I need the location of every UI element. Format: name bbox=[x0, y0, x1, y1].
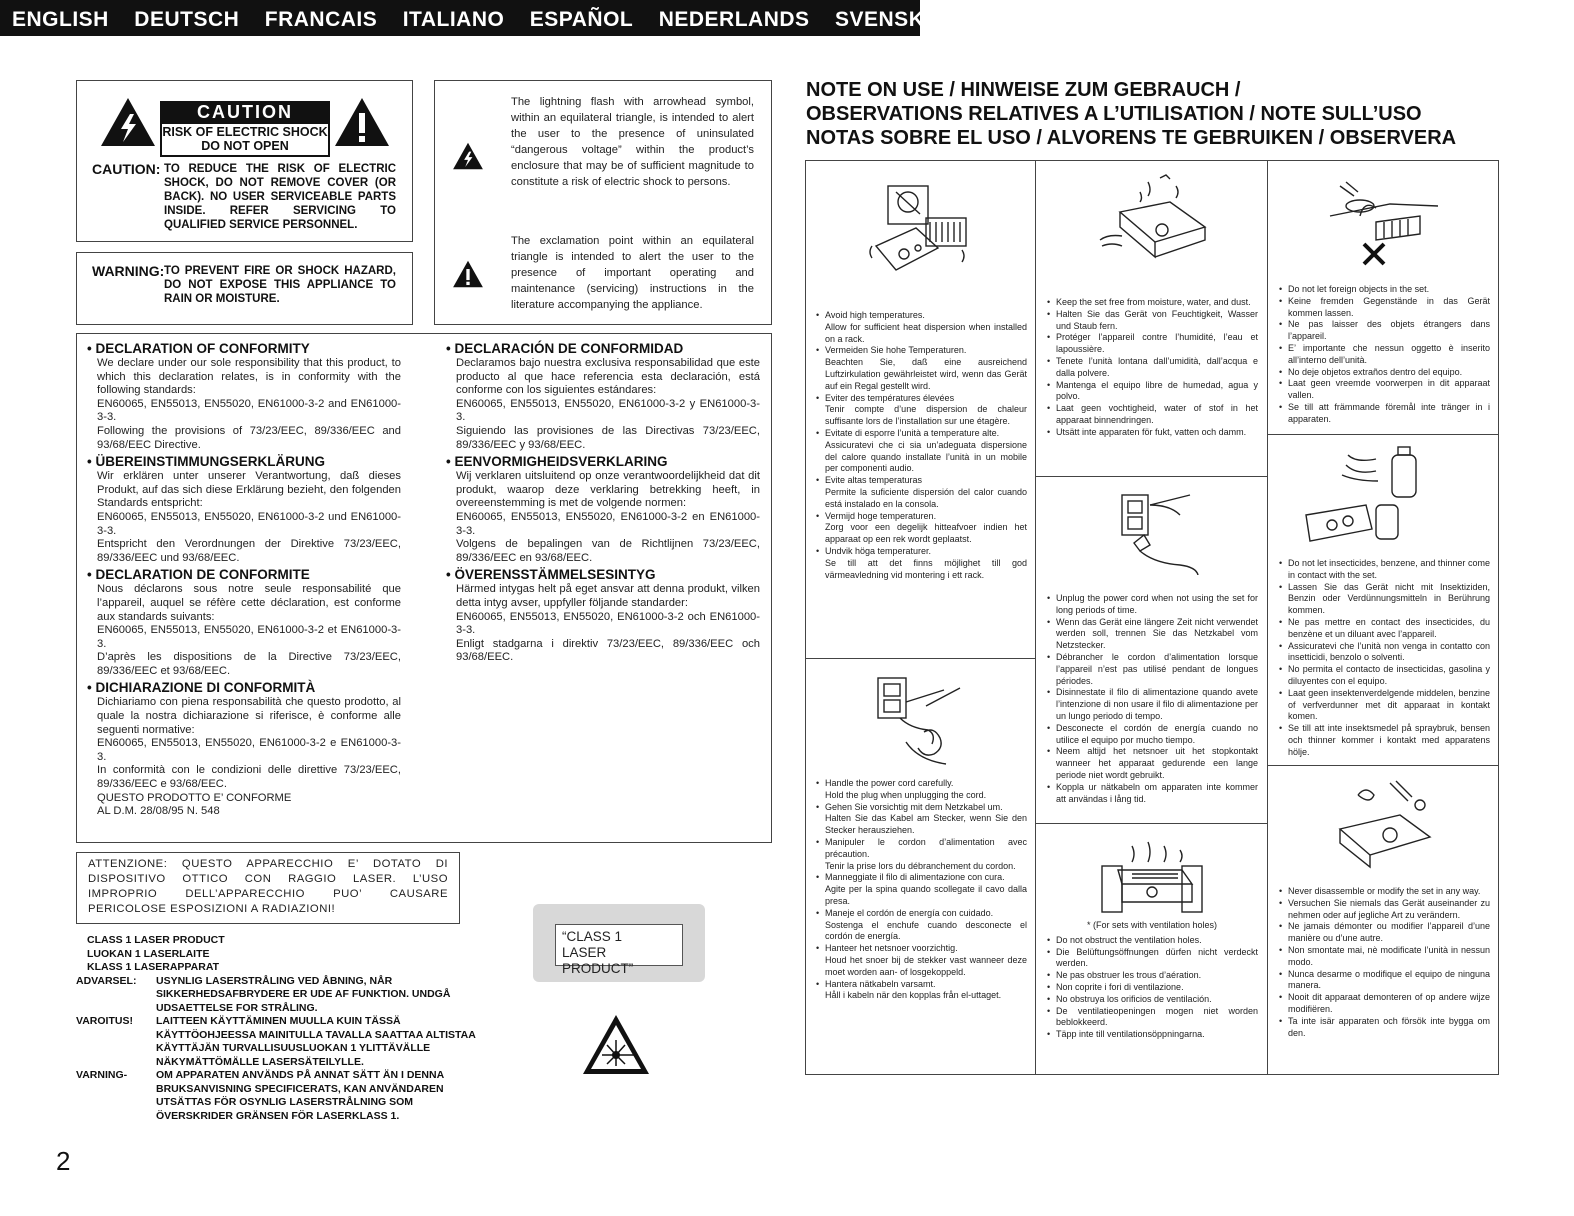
note-item bbox=[1288, 688, 1490, 723]
caution-statement bbox=[92, 162, 396, 232]
note-item bbox=[1288, 886, 1490, 898]
note-item-lead: • Laat geen insektenverdelgende middelen, benzine of verfverdunner met dit apparaat in kontakt komen. bbox=[1288, 687, 1490, 722]
declaration-paragraph: Härmed intygas helt på eget ansvar att denna produkt, vilken detta intyg avser, uppfyller följande standarder: bbox=[456, 583, 760, 609]
note-item-lead: • De ventilatieopeningen mogen niet worden beblokkeerd. bbox=[1056, 1005, 1258, 1028]
warning-statement bbox=[92, 264, 396, 306]
note-item bbox=[825, 943, 1027, 978]
note-item bbox=[825, 428, 1027, 475]
attenzione-text: ATTENZIONE: QUESTO APPARECCHIO E’ DOTATO DI DISPOSITIVO OTTICO CON RAGGIO LASER. L’USO IMPROPRIO DELL’APPARECCHIO PUO’ CAUSARE PERICOLOSE ESPOSIZIONI A RADIAZIONI! bbox=[88, 858, 448, 915]
note-item-detail: Halten Sie das Kabel am Stecker, wenn Sie den Stecker herausziehen. bbox=[825, 813, 1027, 836]
note-item bbox=[825, 979, 1027, 1003]
note-item bbox=[1056, 403, 1258, 427]
note-item-lead: • Ne pas laisser des objets étrangers dans l’appareil. bbox=[1288, 319, 1490, 342]
note-ventilation bbox=[1046, 920, 1258, 1041]
lang-english: ENGLISH bbox=[12, 8, 109, 31]
declarations-left-column bbox=[87, 341, 401, 821]
laser-warning-danish bbox=[76, 975, 476, 1016]
laser-warning-body: OM APPARATEN ANVÄNDS PÅ ANNAT SÄTT ÄN I DENNA BRUKSANVISNING SPECIFICERATS, KAN ANVÄNDAREN UTSÄTTAS FÖR OSYNLIG LASERSTRÅLNING SOM ÖVERSKRIDER GRÄNSEN FÖR LASERKLASS 1. bbox=[156, 1069, 444, 1122]
declaration-paragraph: Following the provisions of 73/23/EEC, 89/336/EEC and 93/68/EEC Directive. bbox=[97, 424, 401, 451]
note-item-lead: • Halten Sie das Gerät von Feuchtigkeit, Wasser und Staub fern. bbox=[1056, 308, 1258, 331]
laser-class-line: KLASS 1 LASERAPPARAT bbox=[87, 961, 220, 973]
language-bar bbox=[0, 0, 941, 36]
declaration-paragraph: EN60065, EN55013, EN55020, EN61000-3-2 et EN61000-3-3. bbox=[97, 624, 401, 650]
moisture-illustration-icon bbox=[1090, 172, 1215, 272]
note-item-lead: • No permita el contacto de insecticidas, gasolina y diluyentes con el equipo. bbox=[1288, 664, 1490, 686]
note-item bbox=[1288, 378, 1490, 402]
note-item-lead: • Täpp inte till ventilationsöppningarna. bbox=[1056, 1029, 1205, 1040]
note-item-lead: • Laat geen vochtigheid, water of stof in het apparaat binnendringen. bbox=[1056, 403, 1258, 425]
class1-line: “CLASS 1 bbox=[562, 929, 623, 944]
note-item-detail: Permite la suficiente dispersión del calor cuando está instalado en la consola. bbox=[825, 486, 1027, 509]
note-item-detail: Allow for sufficient heat dispersion when installed on a rack. bbox=[825, 321, 1027, 344]
note-item-lead: • Keine fremden Gegenstände in das Gerät kommen lassen. bbox=[1288, 295, 1490, 318]
note-item bbox=[1056, 309, 1258, 333]
note-item-lead: • Tenete l’unità lontana dall’umidità, dall’acqua e dalla polvere. bbox=[1056, 355, 1258, 378]
lang-italiano: ITALIANO bbox=[402, 8, 505, 31]
note-item bbox=[1288, 723, 1490, 758]
note-item-lead: • No deje objetos extraños dentro del equipo. bbox=[1288, 366, 1463, 377]
lang-svenska: SVENSKA bbox=[835, 8, 941, 31]
risk-of-shock-text: RISK OF ELECTRIC SHOCK bbox=[162, 125, 328, 139]
declaration-paragraph: EN60065, EN55013, EN55020, EN61000-3-2 en EN61000-3-3. bbox=[456, 510, 760, 537]
declaration-dutch bbox=[446, 454, 760, 565]
note-item bbox=[1288, 319, 1490, 343]
note-item-lead: • Laat geen vreemde voorwerpen in dit apparaat vallen. bbox=[1288, 378, 1490, 401]
note-item bbox=[825, 345, 1027, 392]
caution-lead: CAUTION: bbox=[92, 161, 161, 177]
note-item-lead: • Undvik höga temperaturer. bbox=[825, 545, 932, 556]
note-item-detail: Assicuratevi che ci sia un’adeguata dispersione del calore quando installate l’unità in un mobile per componenti audio. bbox=[825, 439, 1027, 474]
insecticide-illustration-icon bbox=[1296, 445, 1426, 545]
lang-espanol: ESPAÑOL bbox=[529, 8, 634, 31]
note-item-lead: • Non smontate mai, nè modificate l’unità in nessun modo. bbox=[1288, 944, 1490, 967]
note-item-lead: • Assicuratevi che l’unità non venga in contatto con insetticidi, benzolo o solventi. bbox=[1288, 640, 1490, 663]
declaration-paragraph: QUESTO PRODOTTO E’ CONFORME bbox=[97, 791, 292, 804]
declaration-paragraph: Dichiariamo con piena responsabilità che questo prodotto, al quale la nostra dichiarazione si riferisce, è conforme alle seguenti normative: bbox=[97, 696, 401, 736]
note-item bbox=[1056, 593, 1258, 617]
note-item-detail: Tenir la prise lors du débranchement du cordon. bbox=[825, 860, 1016, 871]
declaration-title: • DECLARACIÓN DE CONFORMIDAD bbox=[446, 341, 684, 356]
note-item bbox=[1056, 356, 1258, 380]
note-item bbox=[1056, 1006, 1258, 1030]
declaration-paragraph: Entspricht den Verordnungen der Direktive 73/23/EEC, 89/336/EEC und 93/68/EEC. bbox=[97, 538, 401, 564]
note-item bbox=[825, 802, 1027, 837]
declaration-paragraph: We declare under our sole responsibility that this product, to which this declaration relates, is in conformity with the following standards: bbox=[97, 357, 401, 397]
exclamation-symbol-icon bbox=[452, 259, 484, 289]
note-item-lead: • Never disassemble or modify the set in any way. bbox=[1288, 886, 1481, 896]
note-item-lead: • Evite altas temperaturas bbox=[825, 475, 923, 486]
laser-warning-lead: VAROITUS! bbox=[76, 1015, 133, 1027]
declaration-title: • DICHIARAZIONE DI CONFORMITÀ bbox=[87, 680, 316, 696]
laser-warning-body: USYNLIG LASERSTRÅLING VED ÅBNING, NÅR SIKKERHEDSAFBRYDERE ER UDE AF FUNKTION. UNDGÅ UDSAETTELSE FOR STRÅLING. bbox=[156, 974, 451, 1014]
class1-laser-label bbox=[533, 904, 705, 982]
note-item-lead: • Avoid high temperatures. bbox=[825, 310, 925, 320]
declaration-english bbox=[87, 341, 401, 452]
laser-class-line: CLASS 1 LASER PRODUCT bbox=[87, 934, 225, 946]
laser-warning-body: LAITTEEN KÄYTTÄMINEN MUULLA KUIN TÄSSÄ KÄYTTÖOHJEESSA MAINITULLA TAVALLA SAATTAA ALTISTAA KÄYTTÄJÄN TURVALLISUUSLUOKAN 1 YLITTÄVÄLLE NÄKYMÄTTÖMÄLLE LASERSÄTEILYLLE. bbox=[156, 1015, 476, 1068]
note-item-lead: • Gehen Sie vorsichtig mit dem Netzkabel um. bbox=[825, 801, 1003, 812]
note-item-lead: • Vermijd hoge temperaturen. bbox=[825, 510, 937, 521]
lang-deutsch: DEUTSCH bbox=[134, 8, 240, 31]
note-item bbox=[1056, 746, 1258, 781]
page-number: 2 bbox=[56, 1146, 71, 1176]
note-item-lead: • Evitate di esporre l’unità a temperature alte. bbox=[825, 427, 1000, 438]
class1-line: LASER PRODUCT” bbox=[562, 945, 634, 976]
note-item-lead: • Die Belüftungsöffnungen dürfen nicht verdeckt werden. bbox=[1056, 946, 1258, 969]
note-item bbox=[825, 393, 1027, 428]
ventilation-footnote: * (For sets with ventilation holes) bbox=[1086, 920, 1218, 930]
note-list bbox=[1046, 593, 1258, 805]
note-item-lead: • Manipuler le cordon d’alimentation avec précaution. bbox=[825, 836, 1027, 859]
declarations-right-column bbox=[446, 341, 760, 667]
note-item-lead: • Vermeiden Sie hohe Temperaturen. bbox=[825, 345, 967, 356]
note-item bbox=[1056, 617, 1258, 652]
note-item bbox=[1288, 641, 1490, 665]
note-item bbox=[1288, 367, 1490, 379]
note-item bbox=[1288, 969, 1490, 993]
note-list bbox=[815, 310, 1027, 581]
lightning-explanation: The lightning flash with arrowhead symbol, within an equilateral triangle, is intended to alert the user to the presence of uninsulated “dangerous voltage” within the product’s enclosure that may be of sufficient magnitude to constitute a risk of electric shock to persons. bbox=[511, 96, 754, 188]
note-item bbox=[1056, 652, 1258, 687]
declaration-paragraph: EN60065, EN55013, EN55020, EN61000-3-2 y EN61000-3-3. bbox=[456, 397, 760, 424]
declaration-title: • DECLARATION OF CONFORMITY bbox=[87, 341, 310, 356]
note-item-lead: • Non coprite i fori di ventilazione. bbox=[1056, 981, 1184, 992]
unplug-illustration-icon bbox=[1110, 485, 1200, 575]
note-item-lead: • Koppla ur nätkabeln om apparaten inte kommer att användas i lång tid. bbox=[1056, 781, 1258, 804]
note-list bbox=[1278, 886, 1490, 1039]
caution-label bbox=[160, 101, 330, 157]
note-item-lead: • Do not let foreign objects in the set. bbox=[1288, 284, 1430, 294]
note-item bbox=[825, 546, 1027, 581]
grid-divider bbox=[1267, 160, 1268, 1075]
note-item bbox=[1056, 1029, 1258, 1041]
note-item bbox=[1056, 687, 1258, 722]
note-item-detail: Beachten Sie, daß eine ausreichend Luftzirkulation gewährleistet wird, wenn das Gerät auf ein Regal gestellt wird. bbox=[825, 357, 1027, 391]
note-item bbox=[825, 511, 1027, 546]
note-item bbox=[825, 872, 1027, 907]
note-item bbox=[1056, 994, 1258, 1006]
note-item-lead: • Neem altijd het netsnoer uit het stopkontakt wanneer het apparaat gedurende een lange periode niet wordt gebruikt. bbox=[1056, 746, 1258, 780]
grid-divider bbox=[1035, 160, 1036, 1075]
note-item-detail: Houd het snoer bij de stekker vast wanneer deze moet worden aan- of losgekoppeld. bbox=[825, 954, 1027, 977]
note-item-lead: • Desconecte el cordón de energía cuando no utilice el equipo por mucho tiempo. bbox=[1056, 722, 1258, 745]
caution-title: CAUTION bbox=[160, 101, 330, 124]
note-item bbox=[825, 310, 1027, 345]
note-item-lead: • No obstruya los orificios de ventilación. bbox=[1056, 993, 1212, 1004]
laser-warning-lead: VARNING- bbox=[76, 1069, 128, 1081]
note-item-lead: • Do not let insecticides, benzene, and thinner come in contact with the set. bbox=[1288, 558, 1490, 580]
note-item-lead: • Versuchen Sie niemals das Gerät auseinander zu nehmen oder auf jegliche Art zu verändern. bbox=[1288, 897, 1490, 920]
note-list bbox=[1278, 284, 1490, 426]
note-item-lead: • Protéger l’appareil contre l’humidité, l’eau et lapoussière. bbox=[1056, 332, 1258, 355]
note-insecticides bbox=[1278, 558, 1490, 759]
note-item-detail: Agite per la spina quando scollegate il cavo dalla presa. bbox=[825, 884, 1027, 906]
heat-illustration-icon bbox=[866, 178, 976, 278]
note-item bbox=[825, 837, 1027, 872]
note-item-detail: Se till att det finns möjlighet till god värmeavledning vid montering i ett rack. bbox=[825, 557, 1027, 580]
note-power-cord bbox=[815, 778, 1027, 1002]
note-item-lead: • Unplug the power cord when not using the set for long periods of time. bbox=[1056, 593, 1258, 615]
note-list bbox=[815, 778, 1027, 1002]
note-item-lead: • Manneggiate il filo di alimentazione con cura. bbox=[825, 872, 1005, 883]
note-item-detail: Zorg voor een degelijk hitteafvoer indien het apparaat op een rek wordt geplaatst. bbox=[825, 522, 1027, 545]
declaration-paragraph: EN60065, EN55013, EN55020, EN61000-3-2 och EN61000-3-3. bbox=[456, 610, 760, 637]
note-item-lead: • Maneje el cordón de energía con cuidado. bbox=[825, 907, 994, 918]
note-item bbox=[1288, 402, 1490, 426]
exclamation-warning-icon bbox=[333, 96, 391, 148]
exclamation-explanation: The exclamation point within an equilateral triangle is intended to alert the user to the presence of important operating and maintenance (servicing) instructions in the literature accompanying the appliance. bbox=[511, 235, 754, 311]
class1-label-inner bbox=[555, 924, 683, 976]
declaration-paragraph: In conformità con le condizioni delle direttive 73/23/EEC, 89/336/EEC e 93/68/EEC. bbox=[97, 764, 401, 791]
note-foreign-objects bbox=[1278, 284, 1490, 426]
declaration-spanish bbox=[446, 341, 760, 452]
laser-warning-lead: ADVARSEL: bbox=[76, 974, 137, 987]
note-item-detail: Håll i kabeln när den kopplas från el-uttaget. bbox=[825, 990, 1002, 1001]
note-disassemble bbox=[1278, 886, 1490, 1039]
note-moisture bbox=[1046, 297, 1258, 439]
warning-lead: WARNING: bbox=[92, 263, 165, 279]
grid-divider bbox=[1267, 765, 1499, 766]
foreign-objects-illustration-icon bbox=[1320, 176, 1445, 266]
note-item bbox=[825, 475, 1027, 510]
power-cord-illustration-icon bbox=[866, 672, 966, 767]
note-item bbox=[1056, 297, 1258, 309]
note-item bbox=[1056, 970, 1258, 982]
declaration-german bbox=[87, 454, 401, 565]
grid-divider bbox=[1267, 434, 1499, 435]
note-item-lead: • Se till att främmande föremål inte tränger in i apparaten. bbox=[1288, 401, 1490, 424]
note-item-lead: • Ne pas obstruer les trous d’aération. bbox=[1056, 970, 1202, 981]
note-item-lead: • E’ importante che nessun oggetto è inserito all’interno dell’unità. bbox=[1288, 342, 1490, 365]
note-item bbox=[825, 908, 1027, 943]
declaration-paragraph: Declaramos bajo nuestra exclusiva responsabilidad que este producto al que hace referencia esta declaración, está conforme con los siguientes estándares: bbox=[456, 357, 760, 397]
note-item-lead: • Do not obstruct the ventilation holes. bbox=[1056, 934, 1202, 945]
note-item-lead: • Disinnestate il filo di alimentazione quando avete l’intenzione di non usare il filo di alimentazione per un lungo periodo di tempo. bbox=[1056, 687, 1258, 721]
caution-subtitle bbox=[160, 124, 330, 157]
laser-warning-swedish bbox=[76, 1069, 476, 1123]
note-list bbox=[1046, 935, 1258, 1041]
disassemble-illustration-icon bbox=[1330, 775, 1440, 870]
warning-body: TO PREVENT FIRE OR SHOCK HAZARD, DO NOT EXPOSE THIS APPLIANCE TO RAIN OR MOISTURE. bbox=[164, 265, 396, 305]
note-item bbox=[825, 778, 1027, 802]
note-item bbox=[1056, 380, 1258, 404]
note-item-detail: Sostenga el enchufe cuando desconecte el cordón de energía. bbox=[825, 919, 1027, 942]
note-item bbox=[1288, 898, 1490, 922]
note-item bbox=[1288, 558, 1490, 582]
note-item bbox=[1056, 947, 1258, 971]
declaration-paragraph: EN60065, EN55013, EN55020, EN61000-3-2 e EN61000-3-3. bbox=[97, 737, 401, 763]
declaration-paragraph: EN60065, EN55013, EN55020, EN61000-3-2 and EN61000-3-3. bbox=[97, 397, 401, 424]
lightning-symbol-icon bbox=[452, 141, 484, 171]
note-item bbox=[1288, 582, 1490, 617]
grid-divider bbox=[1035, 476, 1268, 477]
declaration-french bbox=[87, 567, 401, 678]
note-item bbox=[1288, 664, 1490, 688]
declaration-swedish bbox=[446, 567, 760, 665]
note-item bbox=[1056, 723, 1258, 747]
note-item bbox=[1288, 992, 1490, 1016]
note-item bbox=[1056, 782, 1258, 806]
note-item-lead: • Débrancher le cordon d’alimentation lorsque l’appareil n’est pas utilisé pendant de longues périodes. bbox=[1056, 651, 1258, 686]
declaration-title: • ÜBEREINSTIMMUNGSERKLÄRUNG bbox=[87, 454, 325, 470]
note-item-lead: • Keep the set free from moisture, water, and dust. bbox=[1056, 297, 1251, 307]
note-item-lead: • Lassen Sie das Gerät nicht mit Insektiziden, Benzin oder Verdünnungsmitteln in Berührung kommen. bbox=[1288, 581, 1490, 616]
declaration-paragraph: AL D.M. 28/08/95 N. 548 bbox=[97, 805, 220, 818]
note-list bbox=[1278, 558, 1490, 759]
note-list bbox=[1046, 297, 1258, 439]
note-item bbox=[1056, 427, 1258, 439]
ventilation-illustration-icon bbox=[1092, 840, 1212, 920]
note-item-lead: • Nunca desarme o modifique el equipo de ninguna manera. bbox=[1288, 968, 1490, 991]
note-item-lead: • Wenn das Gerät eine längere Zeit nicht verwendet werden soll, trennen Sie das Netzkabel vom Netzstecker. bbox=[1056, 616, 1258, 651]
heading-line: OBSERVATIONS RELATIVES A L’UTILISATION / NOTE SULL’USO bbox=[806, 103, 1422, 125]
do-not-open-text: DO NOT OPEN bbox=[201, 139, 289, 153]
note-heat bbox=[815, 310, 1027, 581]
laser-notes bbox=[76, 934, 476, 1123]
note-item-detail: Tenir compte d’une dispersion de chaleur suffisante lors de l’installation sur une étagère. bbox=[825, 404, 1027, 427]
note-item-lead: • Handle the power cord carefully. bbox=[825, 778, 954, 788]
note-item bbox=[1288, 617, 1490, 641]
declaration-paragraph: Wij verklaren uitsluitend op onze verantwoordelijkheid dat dit produkt, waarop deze verklaring betrekking heeft, in overeenstemming is met de volgende normen: bbox=[456, 470, 760, 510]
declaration-paragraph: EN60065, EN55013, EN55020, EN61000-3-2 und EN61000-3-3. bbox=[97, 510, 401, 537]
note-item bbox=[1288, 1016, 1490, 1040]
note-item-lead: • Hantera nätkabeln varsamt. bbox=[825, 978, 936, 989]
note-item bbox=[1288, 296, 1490, 320]
laser-warning-finnish bbox=[76, 1015, 476, 1069]
grid-divider bbox=[805, 658, 1036, 659]
note-item-lead: • Hanteer het netsnoer voorzichtig. bbox=[825, 943, 958, 954]
note-item-lead: • Utsätt inte apparaten för fukt, vatten och damm. bbox=[1056, 426, 1247, 437]
note-item-lead: • Se till att inte insektsmedel på spraybruk, bensen och thinner kommer i kontakt med apparatens hölje. bbox=[1288, 723, 1490, 757]
note-item-lead: • Mantenga el equipo libre de humedad, agua y polvo. bbox=[1056, 379, 1258, 402]
caution-body: TO REDUCE THE RISK OF ELECTRIC SHOCK, DO NOT REMOVE COVER (OR BACK). NO USER SERVICEABLE PARTS INSIDE. REFER SERVICING TO QUALIFIED SERVICE PERSONNEL. bbox=[164, 163, 396, 231]
note-item bbox=[1288, 945, 1490, 969]
note-item-lead: • Nooit dit apparaat demonteren of op andere wijze modifiëren. bbox=[1288, 992, 1490, 1014]
declaration-title: • DECLARATION DE CONFORMITE bbox=[87, 567, 310, 583]
heading-line: NOTE ON USE / HINWEISE ZUM GEBRAUCH / bbox=[806, 79, 1241, 101]
note-item bbox=[1288, 921, 1490, 945]
note-unplug bbox=[1046, 593, 1258, 805]
declaration-paragraph: Wir erklären unter unserer Verantwortung, daß dieses Produkt, auf das sich diese Erklärung bezieht, den folgenden Standards entspricht: bbox=[97, 470, 401, 510]
declaration-paragraph: Nous déclarons sous notre seule responsabilité que l’appareil, auquel se réfère cette déclaration, est conforme aux standards suivants: bbox=[97, 583, 401, 623]
declaration-paragraph: D’après les dispositions de la Directive 73/23/EEC, 89/336/EEC et 93/68/EEC. bbox=[97, 651, 401, 677]
laser-class-line: LUOKAN 1 LASERLAITE bbox=[87, 947, 210, 960]
declaration-italian bbox=[87, 680, 401, 818]
laser-hazard-icon bbox=[580, 1012, 652, 1078]
note-item-lead: • Ta inte isär apparaten och försök inte bygga om den. bbox=[1288, 1015, 1490, 1038]
declaration-title: • ÖVERENSSTÄMMELSESINTYG bbox=[446, 567, 656, 583]
note-item bbox=[1056, 332, 1258, 356]
note-item-lead: • Ne jamais démonter ou modifier l’appareil d’une manière ou d’une autre. bbox=[1288, 921, 1490, 944]
declaration-title: • EENVORMIGHEIDSVERKLARING bbox=[446, 454, 668, 470]
declaration-paragraph: Siguiendo las provisiones de las Directivas 73/23/EEC, 89/336/EEC y 93/68/EEC. bbox=[456, 424, 760, 451]
declaration-paragraph: Volgens de bepalingen van de Richtlijnen 73/23/EEC, 89/336/EEC en 93/68/EEC. bbox=[456, 538, 760, 564]
declaration-paragraph: Enligt stadgarna i direktiv 73/23/EEC, 89/336/EEC och 93/68/EEC. bbox=[456, 637, 760, 664]
note-item-detail: Hold the plug when unplugging the cord. bbox=[825, 789, 987, 800]
note-item-lead: • Ne pas mettre en contact des insecticides, du benzène et un diluant avec l’appareil. bbox=[1288, 616, 1490, 639]
lightning-warning-icon bbox=[99, 96, 157, 148]
note-item bbox=[1056, 982, 1258, 994]
note-item bbox=[1288, 343, 1490, 367]
note-item bbox=[1288, 284, 1490, 296]
lang-nederlands: NEDERLANDS bbox=[658, 8, 810, 31]
note-item bbox=[1056, 935, 1258, 947]
heading-line: NOTAS SOBRE EL USO / ALVORENS TE GEBRUIKEN / OBSERVERA bbox=[806, 127, 1457, 149]
note-item-lead: • Eviter des températures élevées bbox=[825, 392, 955, 403]
lang-francais: FRANCAIS bbox=[264, 8, 378, 31]
note-on-use-heading bbox=[806, 78, 1566, 150]
grid-divider bbox=[1035, 823, 1268, 824]
